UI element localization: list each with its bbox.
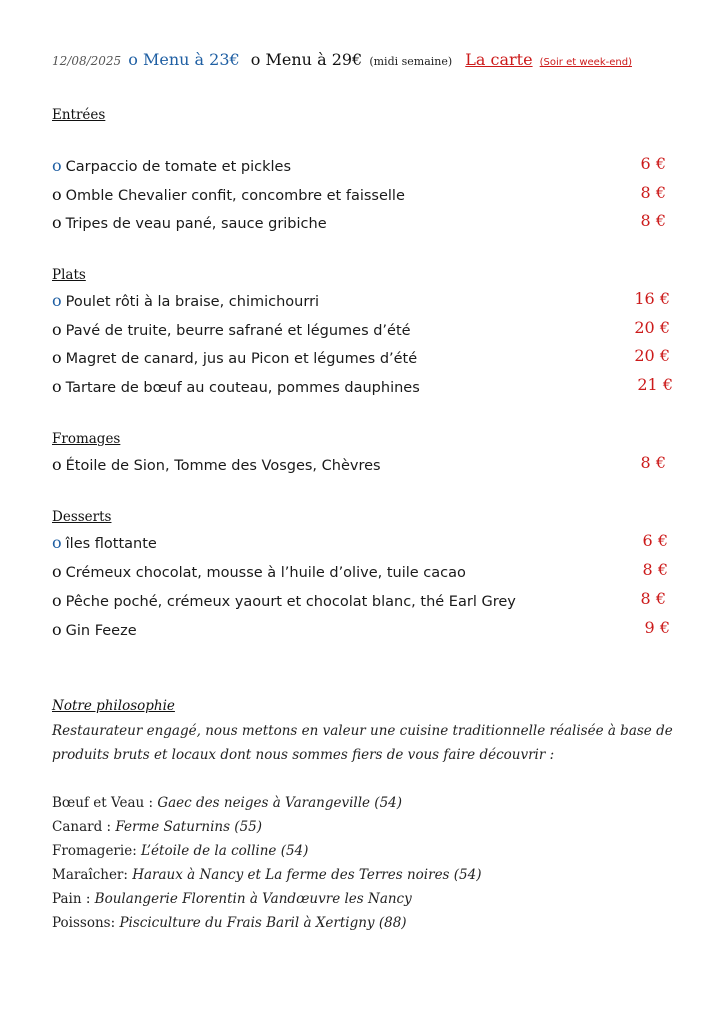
supplier-line bbox=[52, 891, 412, 907]
bullet-icon: o bbox=[52, 213, 62, 232]
section-title-plats: Plats bbox=[52, 267, 86, 283]
supplier-source: Ferme Saturnins (55) bbox=[115, 819, 263, 835]
supplier-line bbox=[52, 795, 402, 811]
item-name: Poulet rôti à la braise, chimichourri bbox=[65, 294, 320, 310]
item-name: Pavé de truite, beurre safrané et légumes d’été bbox=[65, 323, 411, 339]
supplier-source: Haraux à Nancy et La ferme des Terres noires (54) bbox=[132, 867, 482, 883]
supplier-label: Bœuf et Veau : bbox=[52, 795, 158, 811]
menu-item bbox=[52, 185, 672, 207]
item-price: 6 € bbox=[642, 531, 668, 550]
menu-29-link[interactable]: o Menu à 29€ bbox=[250, 50, 363, 69]
item-price: 8 € bbox=[642, 560, 668, 579]
menu-23-link[interactable]: o Menu à 23€ bbox=[128, 50, 240, 69]
bullet-icon: o bbox=[52, 348, 62, 367]
supplier-label: Maraîcher: bbox=[52, 867, 133, 883]
section-title-desserts: Desserts bbox=[52, 509, 112, 525]
item-name: Omble Chevalier confit, concombre et faisselle bbox=[65, 188, 405, 204]
menu-item bbox=[52, 562, 672, 584]
item-name: Crémeux chocolat, mousse à l’huile d’olive, tuile cacao bbox=[65, 565, 466, 581]
item-price: 9 € bbox=[644, 618, 670, 637]
supplier-label: Canard : bbox=[52, 819, 116, 835]
bullet-icon: o bbox=[52, 591, 62, 610]
menu-item bbox=[52, 320, 672, 342]
menu-item bbox=[52, 348, 672, 370]
section-title-fromages: Fromages bbox=[52, 431, 121, 447]
item-price: 21 € bbox=[637, 375, 673, 394]
bullet-icon: o bbox=[52, 562, 62, 581]
item-name: Pêche poché, crémeux yaourt et chocolat blanc, thé Earl Grey bbox=[65, 594, 516, 610]
item-price: 8 € bbox=[640, 211, 666, 230]
supplier-label: Pain : bbox=[52, 891, 95, 907]
item-price: 8 € bbox=[640, 589, 666, 608]
supplier-line bbox=[52, 819, 262, 835]
supplier-source: L’étoile de la colline (54) bbox=[141, 843, 309, 859]
bullet-icon: o bbox=[52, 291, 62, 310]
item-price: 16 € bbox=[634, 289, 670, 308]
bullet-icon: o bbox=[52, 533, 62, 552]
menu-29-note: (midi semaine) bbox=[369, 55, 453, 68]
menu-item bbox=[52, 533, 672, 555]
menu-item bbox=[52, 591, 672, 613]
item-price: 6 € bbox=[640, 154, 666, 173]
bullet-icon: o bbox=[52, 185, 62, 204]
item-name: Étoile de Sion, Tomme des Vosges, Chèvres bbox=[65, 458, 381, 474]
item-price: 20 € bbox=[634, 346, 670, 365]
supplier-source: Pisciculture du Frais Baril à Xertigny (88) bbox=[119, 915, 407, 931]
bullet-icon: o bbox=[52, 455, 62, 474]
menu-item bbox=[52, 156, 672, 178]
supplier-source: Gaec des neiges à Varangeville (54) bbox=[157, 795, 403, 811]
la-carte-link[interactable]: La carte bbox=[465, 50, 533, 69]
bullet-icon: o bbox=[52, 620, 62, 639]
supplier-label: Poissons: bbox=[52, 915, 120, 931]
menu-item bbox=[52, 213, 672, 235]
supplier-line bbox=[52, 867, 482, 883]
bullet-icon: o bbox=[52, 156, 62, 175]
bullet-icon: o bbox=[52, 320, 62, 339]
item-name: Tartare de bœuf au couteau, pommes dauphines bbox=[65, 380, 420, 396]
item-name: Magret de canard, jus au Picon et légumes d’été bbox=[65, 351, 418, 367]
menu-item bbox=[52, 455, 672, 477]
bullet-icon: o bbox=[52, 377, 62, 396]
philosophy-title: Notre philosophie bbox=[52, 698, 175, 714]
menu-header bbox=[52, 50, 692, 69]
item-name: Tripes de veau pané, sauce gribiche bbox=[65, 216, 327, 232]
supplier-line bbox=[52, 843, 308, 859]
supplier-line bbox=[52, 915, 407, 931]
item-price: 20 € bbox=[634, 318, 670, 337]
item-price: 8 € bbox=[640, 183, 666, 202]
supplier-label: Fromagerie: bbox=[52, 843, 142, 859]
philosophy-text: Restaurateur engagé, nous mettons en valeur une cuisine traditionnelle réalisée à base de produits bruts et locaux dont nous sommes fiers de vous faire découvrir : bbox=[52, 723, 673, 763]
section-title-entrees: Entrées bbox=[52, 107, 106, 123]
item-name: Carpaccio de tomate et pickles bbox=[65, 159, 291, 175]
item-price: 8 € bbox=[640, 453, 666, 472]
item-name: îles flottante bbox=[65, 536, 157, 552]
menu-item bbox=[52, 620, 672, 642]
supplier-source: Boulangerie Florentin à Vandœuvre les Nancy bbox=[94, 891, 412, 907]
menu-item bbox=[52, 377, 672, 399]
item-name: Gin Feeze bbox=[65, 623, 137, 639]
menu-item bbox=[52, 291, 672, 313]
la-carte-note: (Soir et week-end) bbox=[539, 57, 632, 68]
menu-date: 12/08/2025 bbox=[52, 54, 122, 68]
